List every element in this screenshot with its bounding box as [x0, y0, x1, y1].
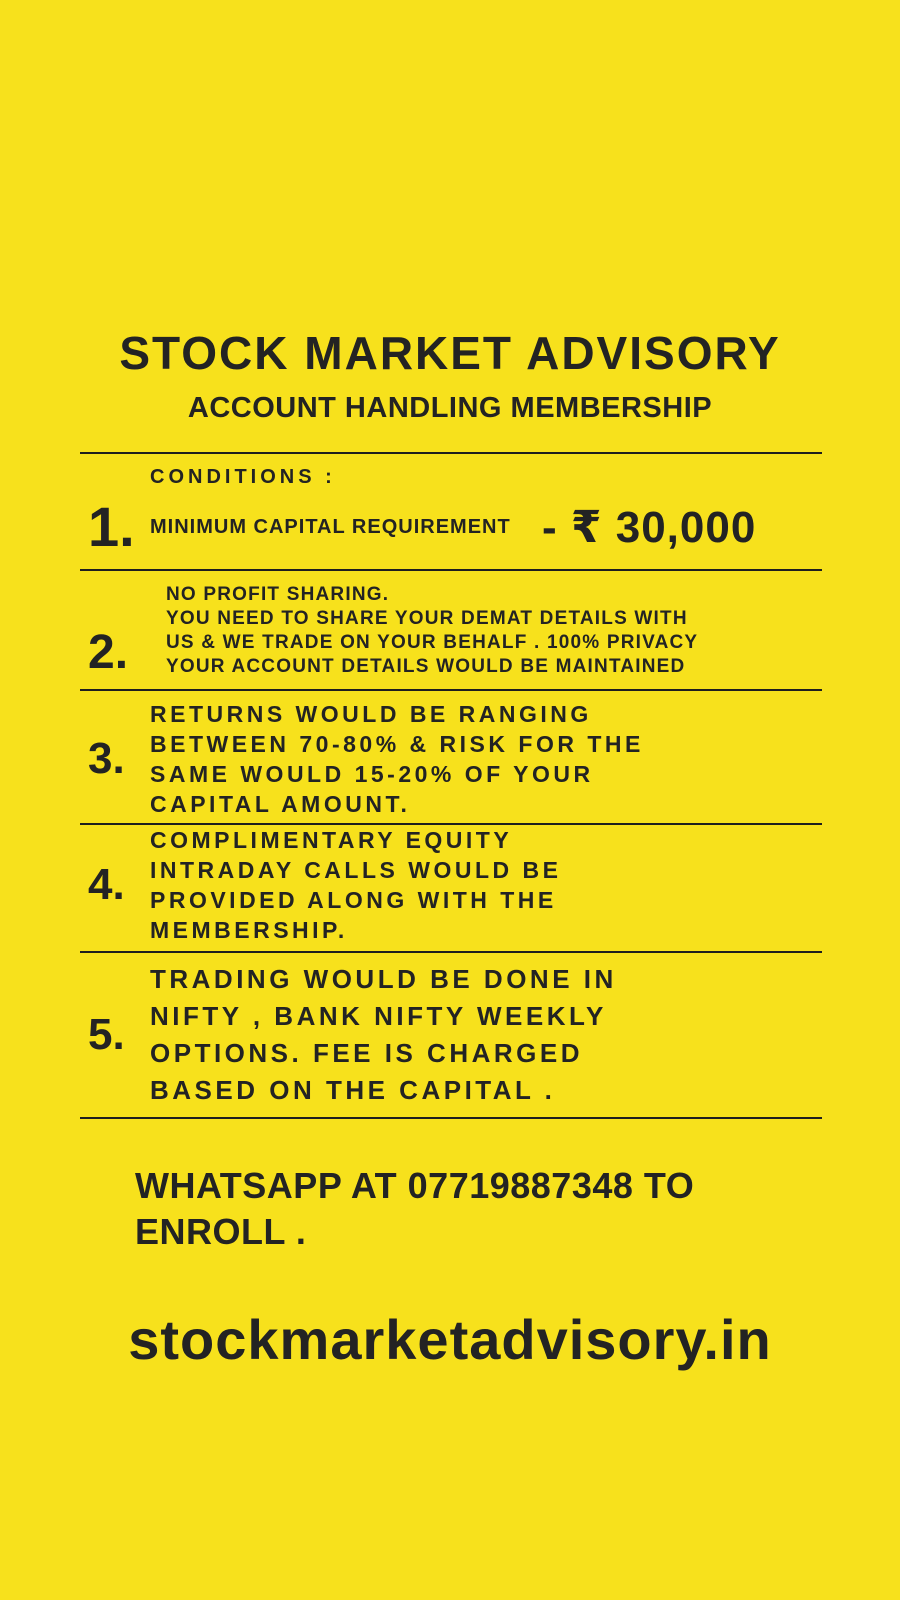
condition-text-line: PROVIDED ALONG WITH THE — [150, 887, 557, 913]
condition-text — [150, 825, 561, 945]
website-url: stockmarketadvisory.in — [128, 1308, 772, 1371]
condition-text-line: OPTIONS. FEE IS CHARGED — [150, 1038, 583, 1068]
divider-line — [80, 569, 822, 571]
condition-text-line: COMPLIMENTARY EQUITY — [150, 827, 513, 853]
divider-line — [80, 452, 822, 454]
item-number: 3. — [88, 734, 125, 783]
divider-line — [80, 1117, 822, 1119]
condition-text-line: SAME WOULD 15-20% OF YOUR — [150, 761, 594, 787]
condition-text-line: TRADING WOULD BE DONE IN — [150, 964, 617, 994]
condition-text-line: NO PROFIT SHARING. — [166, 584, 390, 605]
condition-text-line: MEMBERSHIP. — [150, 917, 348, 943]
condition-text-line: US & WE TRADE ON YOUR BEHALF . 100% PRIVACY — [166, 632, 699, 653]
condition-item-3 — [0, 699, 900, 819]
condition-text — [150, 961, 617, 1109]
condition-label: MINIMUM CAPITAL REQUIREMENT — [150, 515, 511, 538]
condition-text-line: YOU NEED TO SHARE YOUR DEMAT DETAILS WITH — [166, 608, 688, 629]
condition-text-line: BASED ON THE CAPITAL . — [150, 1075, 556, 1105]
capital-amount: - ₹ 30,000 — [542, 502, 757, 552]
condition-text-line: YOUR ACCOUNT DETAILS WOULD BE MAINTAINED — [166, 656, 686, 677]
whatsapp-cta — [135, 1163, 900, 1255]
condition-item-1 — [0, 495, 900, 558]
condition-item-4 — [0, 825, 900, 945]
item-number: 2. — [88, 626, 129, 679]
divider-line — [80, 689, 822, 691]
whatsapp-cta-line: ENROLL . — [135, 1211, 307, 1252]
condition-text — [150, 699, 644, 819]
condition-text-line: NIFTY , BANK NIFTY WEEKLY — [150, 1001, 607, 1031]
poster-subtitle: ACCOUNT HANDLING MEMBERSHIP — [187, 392, 713, 424]
whatsapp-cta-line: WHATSAPP AT 07719887348 TO — [135, 1165, 695, 1206]
condition-text-line: CAPITAL AMOUNT. — [150, 791, 411, 817]
conditions-heading: CONDITIONS : — [150, 466, 336, 488]
item-number: 4. — [88, 860, 125, 909]
item-number: 5. — [88, 1010, 125, 1059]
poster-title: STOCK MARKET ADVISORY — [119, 327, 781, 379]
condition-text-line: INTRADAY CALLS WOULD BE — [150, 857, 562, 883]
condition-item-5 — [0, 961, 900, 1109]
divider-line — [80, 951, 822, 953]
condition-item-2 — [0, 583, 900, 679]
condition-text-line: BETWEEN 70-80% & RISK FOR THE — [150, 731, 644, 757]
condition-text — [166, 583, 698, 679]
condition-text-line: RETURNS WOULD BE RANGING — [150, 701, 592, 727]
item-number: 1. — [88, 495, 135, 558]
